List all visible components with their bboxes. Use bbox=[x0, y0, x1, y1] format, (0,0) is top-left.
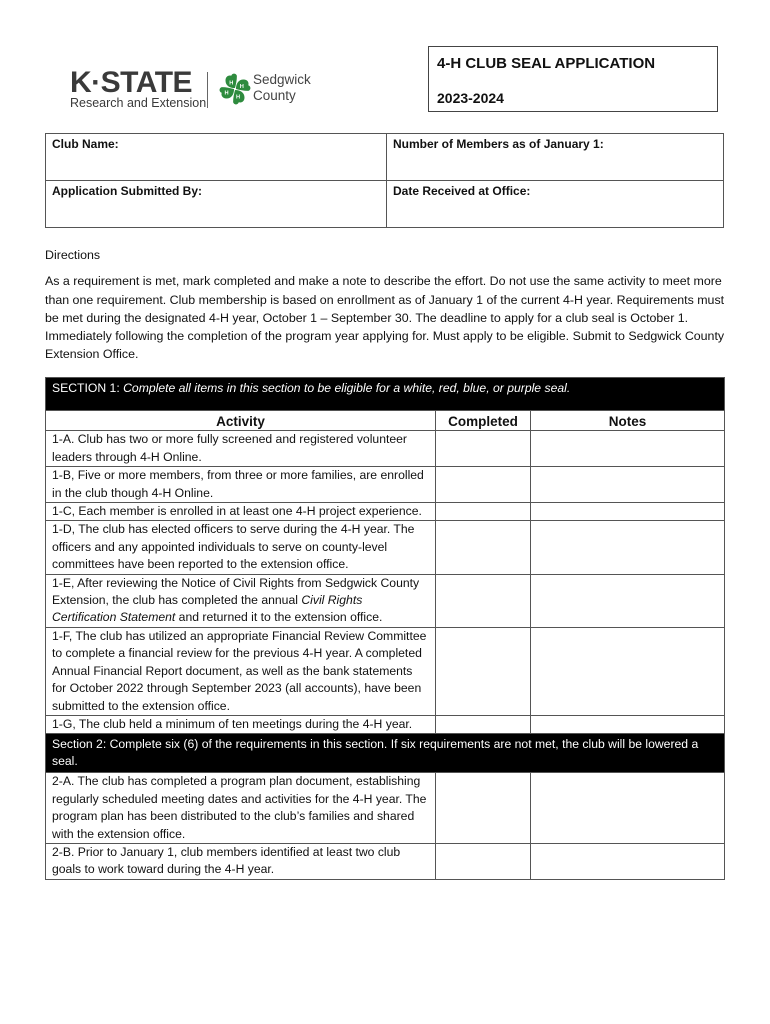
kstate-subtitle: Research and Extension bbox=[70, 96, 207, 110]
svg-text:H: H bbox=[239, 84, 244, 91]
completed-cell[interactable] bbox=[436, 773, 531, 844]
activity-2a: 2-A. The club has completed a program plan document, establishing regularly scheduled meeting dates and activities for the 4-H year. The program plan has been distributed to the club’s families and shared with the extension office. bbox=[46, 773, 436, 844]
kstate-logo bbox=[70, 68, 310, 112]
activity-1d: 1-D, The club has elected officers to serve during the 4-H year. The officers and any appointed individuals to serve on county-level committees have been reported to the extension office. bbox=[46, 521, 436, 574]
completed-cell[interactable] bbox=[436, 467, 531, 503]
logo-divider bbox=[207, 72, 208, 108]
club-name-field[interactable]: Club Name: bbox=[46, 134, 387, 181]
4h-clover-icon bbox=[216, 70, 254, 108]
completed-header: Completed bbox=[436, 411, 531, 431]
table-row bbox=[46, 574, 725, 627]
county-line-2: County bbox=[253, 88, 296, 103]
notes-cell[interactable] bbox=[531, 773, 725, 844]
notes-cell[interactable] bbox=[531, 627, 725, 715]
table-row bbox=[46, 715, 725, 733]
completed-cell[interactable] bbox=[436, 715, 531, 733]
completed-cell[interactable] bbox=[436, 574, 531, 627]
completed-cell[interactable] bbox=[436, 503, 531, 521]
directions-heading: Directions bbox=[45, 248, 101, 262]
notes-cell[interactable] bbox=[531, 467, 725, 503]
svg-text:H: H bbox=[229, 80, 234, 87]
activity-1f: 1-F, The club has utilized an appropriate Financial Review Committee to complete a financial review for the previous 4-H year. A completed Annual Financial Report document, as well as the bank statements for October 2022 through September 2023 (all accounts), have been submitted to the extension office. bbox=[46, 627, 436, 715]
members-count-field[interactable]: Number of Members as of January 1: bbox=[387, 134, 724, 181]
notes-cell[interactable] bbox=[531, 503, 725, 521]
kstate-wordmark: K·STATE bbox=[70, 66, 193, 99]
completed-cell[interactable] bbox=[436, 627, 531, 715]
notes-cell[interactable] bbox=[531, 431, 725, 467]
notes-header: Notes bbox=[531, 411, 725, 431]
form-title: 4-H CLUB SEAL APPLICATION bbox=[437, 55, 656, 72]
notes-cell[interactable] bbox=[531, 715, 725, 733]
activity-1b: 1-B, Five or more members, from three or more families, are enrolled in the club though 4-H Online. bbox=[46, 467, 436, 503]
section-1-label: SECTION 1: bbox=[52, 381, 124, 395]
requirements-table bbox=[45, 377, 725, 880]
section-1-description: Complete all items in this section to be eligible for a white, red, blue, or purple seal. bbox=[123, 381, 571, 395]
table-row bbox=[46, 627, 725, 715]
title-box bbox=[428, 46, 718, 112]
table-row bbox=[46, 843, 725, 879]
activity-1c: 1-C, Each member is enrolled in at least one 4-H project experience. bbox=[46, 503, 436, 521]
form-year: 2023-2024 bbox=[437, 90, 504, 106]
submitted-by-field[interactable]: Application Submitted By: bbox=[46, 181, 387, 228]
table-row bbox=[46, 467, 725, 503]
table-row bbox=[46, 521, 725, 574]
column-headers bbox=[46, 411, 725, 431]
activity-1g: 1-G, The club held a minimum of ten meetings during the 4-H year. bbox=[46, 715, 436, 733]
svg-text:H: H bbox=[224, 90, 229, 97]
table-row bbox=[46, 503, 725, 521]
svg-text:H: H bbox=[235, 94, 241, 101]
activity-2b: 2-B. Prior to January 1, club members identified at least two club goals to work toward during the 4-H year. bbox=[46, 843, 436, 879]
completed-cell[interactable] bbox=[436, 843, 531, 879]
activity-1e bbox=[46, 574, 436, 627]
date-received-field[interactable]: Date Received at Office: bbox=[387, 181, 724, 228]
directions-text: As a requirement is met, mark completed and make a note to describe the effort. Do not use the same activity to meet more than one requirement. Club membership is based on enrollment as of January 1 of the current 4-H year. Requirements must be met during the designated 4-H year, October 1 – September 30. The deadline to apply for a club seal is October 1. Immediately following the completion of the program year applying for. Must apply to be eligible. Submit to Sedgwick County Extension Office. bbox=[45, 274, 725, 362]
table-row bbox=[46, 773, 725, 844]
activity-header: Activity bbox=[46, 411, 436, 431]
civil-rights-statement-title: Civil Rights Certification Statement bbox=[52, 593, 363, 625]
completed-cell[interactable] bbox=[436, 521, 531, 574]
directions-section bbox=[45, 246, 725, 364]
notes-cell[interactable] bbox=[531, 843, 725, 879]
section-1-header bbox=[46, 378, 725, 411]
notes-cell[interactable] bbox=[531, 574, 725, 627]
table-row bbox=[46, 431, 725, 467]
county-line-1: Sedgwick bbox=[253, 72, 311, 87]
activity-1e-text: 1-E, After reviewing the Notice of Civil Rights from Sedgwick County Extension, the club has completed the annual bbox=[52, 575, 420, 608]
activity-1a: 1-A. Club has two or more fully screened and registered volunteer leaders through 4-H Online. bbox=[46, 431, 436, 467]
section-2-header bbox=[46, 734, 725, 773]
section-2-description: Section 2: Complete six (6) of the requirements in this section. If six requirements are not met, the club will be lowered a seal. bbox=[46, 734, 725, 773]
county-name bbox=[253, 72, 311, 104]
completed-cell[interactable] bbox=[436, 431, 531, 467]
activity-1e-text-end: and returned it to the extension office. bbox=[175, 610, 383, 625]
notes-cell[interactable] bbox=[531, 521, 725, 574]
club-info-table bbox=[45, 133, 724, 228]
